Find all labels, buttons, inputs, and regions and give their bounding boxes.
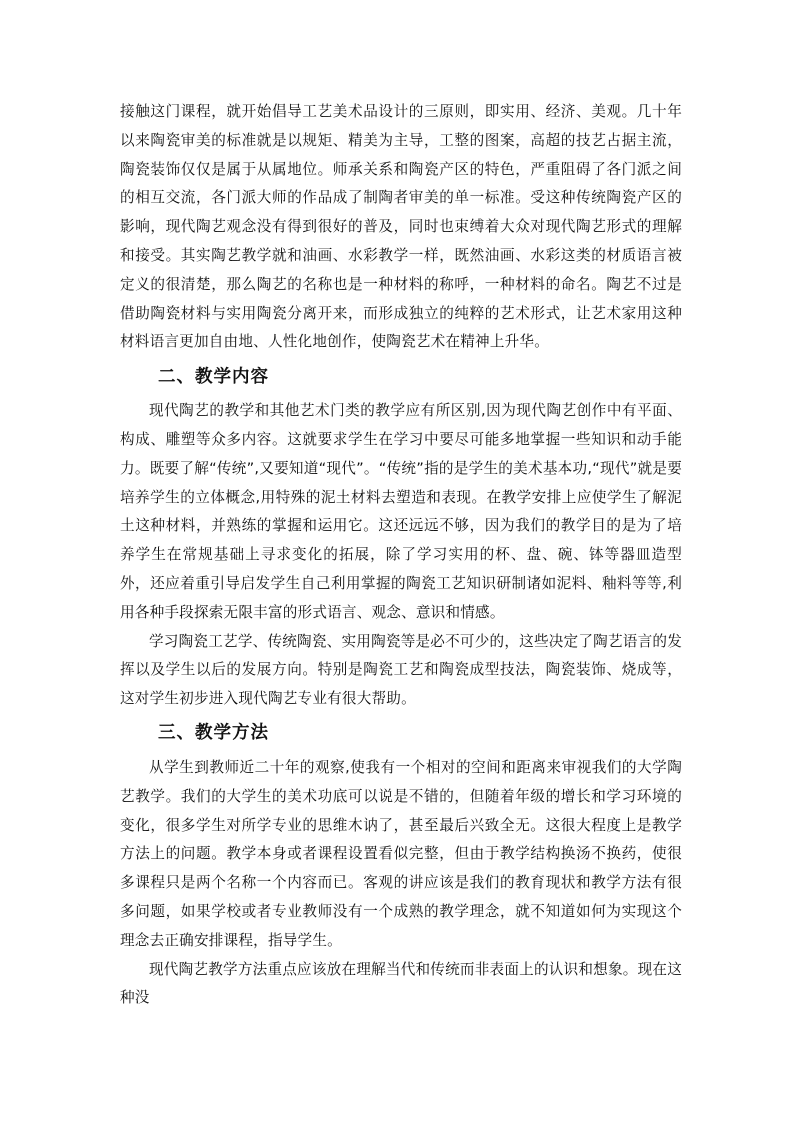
section-heading-teaching-content: 二、教学内容 [158, 366, 269, 387]
paragraph-content-1: 现代陶艺的教学和其他艺术门类的教学应有所区别,因为现代陶艺创作中有平面、构成、雕塑等众多内容。这就要求学生在学习中要尽可能多地掌握一些知识和动手能力。既要了解“传统”,又要知道“现代”。“传统”指的是学生的美术基本功,“现代”就是要培养学生的立体概念,用特殊的泥土材料去塑造和表现。在教学安排上应使学生了解泥土这种材料，并熟练的掌握和运用它。这还远远不够，因为我们的教学目的是为了培养学生在常规基础上寻求变化的拓展，除了学习实用的杯、盘、碗、钵等器皿造型外，还应着重引导启发学生自己利用掌握的陶瓷工艺知识研制诸如泥料、釉料等等,利用各种手段探索无限丰富的形式语言、观念、意识和情感。 [120, 402, 682, 621]
paragraph-content-2: 学习陶瓷工艺学、传统陶瓷、实用陶瓷等是必不可少的，这些决定了陶艺语言的发挥以及学生以后的发展方向。特别是陶瓷工艺和陶瓷成型技法，陶瓷装饰、烧成等，这对学生初步进入现代陶艺专业有很大帮助。 [120, 632, 682, 708]
paragraph-method-1: 从学生到教师近二十年的观察,使我有一个相对的空间和距离来审视我们的大学陶艺教学。我们的大学生的美术功底可以说是不错的，但随着年级的增长和学习环境的变化，很多学生对所学专业的思维木讷了，甚至最后兴致全无。这很大程度上是教学方法上的问题。教学本身或者课程设置看似完整，但由于教学结构换汤不换药，使很多课程只是两个名称一个内容而已。客观的讲应该是我们的教育现状和教学方法有很多问题，如果学校或者专业教师没有一个成熟的教学理念，就不知道如何为实现这个理念去正确安排课程，指导学生。 [120, 758, 682, 949]
paragraph-method-2: 现代陶艺教学方法重点应该放在理解当代和传统而非表面上的认识和想象。现在这种没 [120, 960, 682, 1007]
section-heading-teaching-method: 三、教学方法 [158, 723, 269, 744]
document-body [120, 98, 682, 1013]
paragraph-intro: 接触这门课程，就开始倡导工艺美术品设计的三原则，即实用、经济、美观。几十年以来陶瓷审美的标准就是以规矩、精美为主导，工整的图案，高超的技艺占据主流，陶瓷装饰仅仅是属于从属地位。师承关系和陶瓷产区的特色，严重阻碍了各门派之间的相互交流，各门派大师的作品成了制陶者审美的单一标准。受这种传统陶瓷产区的影响，现代陶艺观念没有得到很好的普及，同时也束缚着大众对现代陶艺形式的理解和接受。其实陶艺教学就和油画、水彩教学一样，既然油画、水彩这类的材质语言被定义的很清楚，那么陶艺的名称也是一种材料的称呼，一种材料的命名。陶艺不过是借助陶瓷材料与实用陶瓷分离开来，而形成独立的纯粹的艺术形式，让艺术家用这种材料语言更加自由地、人性化地创作，使陶瓷艺术在精神上升华。 [120, 103, 682, 351]
